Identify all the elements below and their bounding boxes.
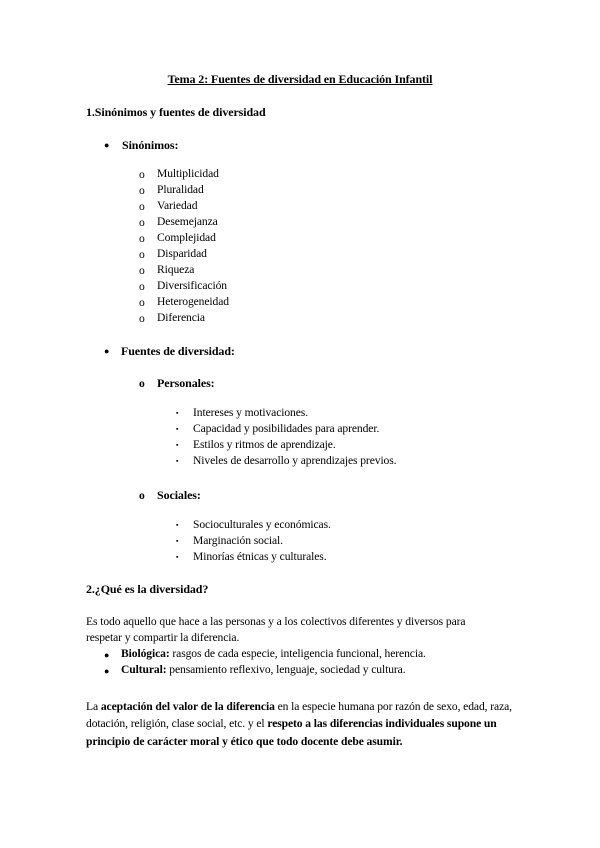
- synonym-item: Variedad: [157, 199, 198, 212]
- personal-item: Estilos y ritmos de aprendizaje.: [193, 438, 336, 451]
- synonym-item: Diversificación: [157, 279, 227, 292]
- cultural-item: [121, 663, 406, 676]
- closing-text-1: La: [86, 699, 101, 713]
- closing-bold-2: respeto a las diferencias individuales supone un principio de carácter moral y ético que todo docente debe asumir.: [86, 717, 497, 748]
- biological-item: [121, 647, 426, 660]
- cultural-text: pensamiento reflexivo, lenguaje, sociedad y cultura.: [166, 663, 406, 676]
- circle-marker: o: [139, 280, 145, 293]
- circle-marker: o: [139, 200, 145, 213]
- sources-label: Fuentes de diversidad:: [121, 344, 235, 358]
- intro-line-2: respetar y compartir la diferencia.: [86, 631, 240, 644]
- circle-marker: o: [139, 489, 145, 502]
- square-marker: ▪: [176, 457, 179, 465]
- synonym-item: Diferencia: [157, 311, 205, 324]
- circle-marker: o: [139, 232, 145, 245]
- cultural-label: Cultural:: [121, 663, 167, 676]
- personal-item: Capacidad y posibilidades para aprender.: [193, 422, 380, 435]
- circle-marker: o: [139, 312, 145, 325]
- social-item: Marginación social.: [193, 534, 283, 547]
- biological-label: Biológica:: [121, 647, 170, 660]
- synonyms-label: Sinónimos:: [122, 138, 179, 152]
- square-marker: ▪: [176, 425, 179, 433]
- social-item: Minorías étnicas y culturales.: [193, 550, 327, 563]
- social-item: Socioculturales y económicas.: [193, 518, 331, 531]
- synonym-item: Heterogeneidad: [157, 295, 229, 308]
- square-marker: ▪: [176, 521, 179, 529]
- bullet-marker: ●: [104, 650, 110, 660]
- personal-item: Intereses y motivaciones.: [193, 406, 309, 419]
- circle-marker: o: [139, 184, 145, 197]
- biological-text: rasgos de cada especie, inteligencia funcional, herencia.: [169, 647, 426, 660]
- circle-marker: o: [139, 377, 145, 390]
- square-marker: ▪: [176, 553, 179, 561]
- closing-paragraph: [86, 698, 516, 751]
- circle-marker: o: [139, 248, 145, 261]
- circle-marker: o: [139, 296, 145, 309]
- synonym-item: Desemejanza: [157, 215, 218, 228]
- synonym-item: Riqueza: [157, 263, 195, 276]
- square-marker: ▪: [176, 409, 179, 417]
- social-label: Sociales:: [157, 488, 201, 502]
- synonym-item: Pluralidad: [157, 183, 204, 196]
- section1-heading: 1.Sinónimos y fuentes de diversidad: [86, 105, 266, 119]
- square-marker: ▪: [176, 537, 179, 545]
- personal-item: Niveles de desarrollo y aprendizajes previos.: [193, 454, 397, 467]
- circle-marker: o: [139, 264, 145, 277]
- personal-label: Personales:: [157, 376, 215, 390]
- square-marker: ▪: [176, 441, 179, 449]
- closing-text-2: en la especie humana por razón de sexo, edad, raza, dotación, religión, clase social, etc. y el: [86, 699, 512, 731]
- synonym-item: Complejidad: [157, 231, 216, 244]
- section2-heading: 2.¿Qué es la diversidad?: [86, 582, 209, 596]
- closing-bold-1: aceptación del valor de la diferencia: [100, 699, 275, 713]
- circle-marker: o: [139, 168, 145, 181]
- synonym-item: Multiplicidad: [157, 167, 219, 180]
- synonym-item: Disparidad: [157, 247, 207, 260]
- bullet-marker: ●: [104, 140, 110, 150]
- document-title: Tema 2: Fuentes de diversidad en Educación Infantil: [167, 72, 433, 86]
- intro-line-1: Es todo aquello que hace a las personas y a los colectivos diferentes y diversos para: [86, 615, 466, 628]
- bullet-marker: ●: [104, 666, 110, 676]
- bullet-marker: ●: [104, 346, 110, 356]
- circle-marker: o: [139, 216, 145, 229]
